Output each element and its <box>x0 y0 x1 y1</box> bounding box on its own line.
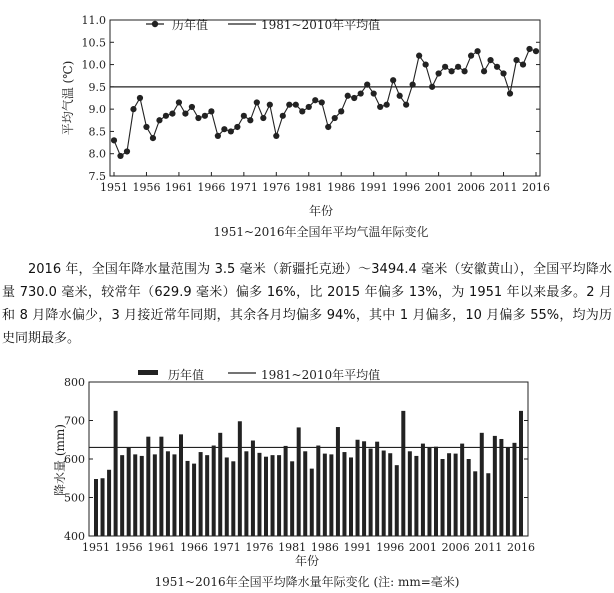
precipitation-bar <box>153 454 157 536</box>
precipitation-bar <box>133 454 137 536</box>
temperature-data-point <box>260 115 266 121</box>
precipitation-bar <box>356 440 360 536</box>
precipitation-bar <box>460 444 464 536</box>
x-tick-label: 2011 <box>489 181 518 194</box>
temperature-data-point <box>358 90 364 96</box>
precipitation-bar <box>388 453 392 536</box>
x-tick-label: 1966 <box>197 181 226 194</box>
precipitation-bar <box>499 439 503 536</box>
x-tick-label: 1971 <box>212 541 241 554</box>
precipitation-bar <box>421 444 425 536</box>
temperature-data-point <box>325 124 331 130</box>
precipitation-bar <box>323 454 327 536</box>
temperature-data-point <box>351 95 357 101</box>
precipitation-bar <box>329 454 333 536</box>
temperature-plot-area <box>110 20 540 176</box>
temperature-data-point <box>345 93 351 99</box>
temperature-data-point <box>526 46 532 52</box>
x-tick-label: 1966 <box>180 541 209 554</box>
x-tick-label: 1956 <box>132 181 161 194</box>
precipitation-bar <box>473 471 477 536</box>
temperature-data-point <box>306 104 312 110</box>
temp-x-axis-label: 年份 <box>308 204 334 218</box>
precipitation-bar <box>101 478 105 536</box>
precipitation-bar <box>349 457 353 536</box>
x-tick-label: 1971 <box>229 181 258 194</box>
temperature-data-point <box>286 102 292 108</box>
precipitation-bar <box>297 427 301 536</box>
precipitation-bar <box>467 459 471 536</box>
temperature-data-point <box>176 99 182 105</box>
temperature-data-point <box>461 68 467 74</box>
rain-chart-title: 1951~2016年全国平均降水量年际变化 (注: mm=毫米) <box>154 575 460 589</box>
precipitation-bar <box>382 451 386 536</box>
precipitation-bar <box>310 469 314 536</box>
temperature-data-point <box>403 102 409 108</box>
temperature-data-point <box>241 113 247 119</box>
temp-legend-series-label: 历年值 <box>172 18 209 32</box>
precipitation-bar <box>257 453 261 536</box>
precipitation-bar <box>264 457 268 536</box>
x-tick-label: 1961 <box>164 181 193 194</box>
temperature-data-point <box>130 106 136 112</box>
precipitation-bar <box>212 446 216 536</box>
precipitation-bar <box>231 461 235 536</box>
precipitation-bar <box>434 447 438 536</box>
precipitation-bar <box>172 454 176 536</box>
temperature-data-point <box>254 99 260 105</box>
x-tick-label: 1981 <box>294 181 323 194</box>
precipitation-bar <box>512 443 516 536</box>
precipitation-bar <box>120 455 124 536</box>
temperature-data-point <box>208 108 214 114</box>
temp-y-axis-label: 平均气温 (℃) <box>61 60 75 136</box>
precipitation-bar <box>290 461 294 536</box>
y-tick-label: 10.5 <box>81 36 106 50</box>
temperature-data-point <box>474 48 480 54</box>
temperature-data-point <box>247 117 253 123</box>
plot-frame <box>110 20 540 176</box>
precipitation-bar <box>519 411 523 536</box>
temperature-data-point <box>468 53 474 59</box>
temperature-data-point <box>221 126 227 132</box>
temperature-data-point <box>520 61 526 67</box>
precipitation-bar <box>441 459 445 536</box>
temperature-data-point <box>455 64 461 70</box>
precipitation-bar <box>205 455 209 536</box>
temperature-data-point <box>202 113 208 119</box>
precipitation-bar <box>303 451 307 536</box>
x-tick-label: 1996 <box>376 541 405 554</box>
precipitation-bar <box>506 447 510 536</box>
temperature-data-point <box>111 137 117 143</box>
precipitation-bar <box>414 456 418 536</box>
precipitation-bar <box>486 473 490 536</box>
precipitation-bar <box>179 434 183 536</box>
precipitation-bar <box>107 470 111 536</box>
temperature-data-point <box>487 57 493 63</box>
precipitation-bar <box>186 461 190 536</box>
temperature-data-point <box>319 99 325 105</box>
y-tick-label: 10.0 <box>81 58 106 72</box>
temperature-data-point <box>124 148 130 154</box>
precipitation-bar <box>277 455 281 536</box>
precipitation-bar <box>159 437 163 536</box>
y-tick-label: 800 <box>64 376 85 389</box>
precipitation-bar <box>271 455 275 536</box>
precipitation-bar <box>218 433 222 536</box>
temperature-data-point <box>481 68 487 74</box>
temperature-data-point <box>137 95 143 101</box>
precipitation-bar <box>114 411 118 536</box>
temperature-data-point <box>449 68 455 74</box>
temperature-data-point <box>163 113 169 119</box>
precipitation-bar <box>284 446 288 536</box>
temperature-data-point <box>507 90 513 96</box>
precipitation-bar <box>192 464 196 536</box>
precipitation-bar <box>454 454 458 536</box>
x-tick-label: 1951 <box>82 541 110 554</box>
y-tick-label: 500 <box>64 491 85 505</box>
precipitation-bar <box>244 451 248 536</box>
precipitation-chart <box>0 362 614 593</box>
y-tick-label: 9.0 <box>88 103 106 117</box>
precipitation-bar <box>166 451 170 536</box>
x-tick-label: 1996 <box>392 181 421 194</box>
x-tick-label: 2006 <box>457 181 486 194</box>
precipitation-bar <box>199 452 203 536</box>
temperature-data-point <box>293 102 299 108</box>
rain-legend-reference-label: 1981~2010年平均值 <box>261 368 381 382</box>
precipitation-bar <box>140 456 144 536</box>
body-paragraph: 2016 年，全国年降水量范围为 3.5 毫米（新疆托克逊）～3494.4 毫米（安徽黄山），全国平均降水量 730.0 毫米，较常年（629.9 毫米）偏多 16%，比 2015 年偏多 13%，为 1951 年以来最多。2 月和 8 月降水偏少，3 月接近常年同期，其余各月均偏多 94%，其中 1 月偏多，10 月偏多 55%，均为历史同期最多。 <box>2 262 612 346</box>
temperature-data-point <box>169 111 175 117</box>
y-tick-label: 11.0 <box>81 14 106 27</box>
temperature-data-point <box>513 57 519 63</box>
y-tick-label: 400 <box>64 530 85 543</box>
precipitation-bar <box>316 446 320 536</box>
precipitation-bar <box>127 447 131 536</box>
temperature-chart <box>0 0 614 250</box>
precipitation-bar <box>401 411 405 536</box>
temperature-data-point <box>332 115 338 121</box>
temperature-data-point <box>280 113 286 119</box>
temperature-data-point <box>195 115 201 121</box>
temperature-data-point <box>299 108 305 114</box>
temperature-data-point <box>228 128 234 134</box>
y-tick-label: 8.5 <box>88 125 106 139</box>
temperature-data-point <box>384 102 390 108</box>
x-tick-label: 2011 <box>474 541 503 554</box>
x-tick-label: 1986 <box>327 181 356 194</box>
temperature-data-point <box>423 61 429 67</box>
temperature-data-point <box>494 64 500 70</box>
y-tick-label: 600 <box>64 453 85 466</box>
precipitation-bar <box>480 433 484 536</box>
precipitation-bar <box>395 465 399 536</box>
x-tick-label: 1956 <box>114 541 143 554</box>
x-tick-label: 1991 <box>343 541 372 554</box>
precipitation-bar <box>375 442 379 536</box>
x-tick-label: 1986 <box>310 541 339 554</box>
temperature-data-point <box>500 70 506 76</box>
temperature-data-point <box>377 104 383 110</box>
x-tick-label: 2006 <box>441 541 470 554</box>
precipitation-bar <box>251 441 255 536</box>
y-tick-label: 7.5 <box>88 170 106 183</box>
x-tick-label: 1991 <box>359 181 388 194</box>
temperature-data-point <box>117 153 123 159</box>
y-tick-label: 9.5 <box>88 80 106 94</box>
x-tick-label: 2016 <box>522 181 550 194</box>
temperature-data-point <box>215 133 221 139</box>
y-tick-label: 8.0 <box>88 147 106 161</box>
temperature-data-point <box>143 124 149 130</box>
rain-legend-series-label: 历年值 <box>168 368 205 382</box>
temperature-data-point <box>156 117 162 123</box>
precipitation-plot-area <box>89 382 528 536</box>
x-tick-label: 2001 <box>408 541 437 554</box>
precipitation-bar <box>369 449 373 536</box>
x-tick-label: 1976 <box>245 541 274 554</box>
temperature-data-point <box>390 77 396 83</box>
rain-x-axis-label: 年份 <box>294 554 320 568</box>
temperature-y-ticks <box>82 14 541 183</box>
temperature-data-point <box>182 111 188 117</box>
precipitation-legend <box>138 367 380 382</box>
precipitation-bar <box>94 479 98 536</box>
x-tick-label: 1951 <box>100 181 128 194</box>
x-tick-label: 2016 <box>507 541 535 554</box>
temperature-data-point <box>416 53 422 59</box>
x-tick-label: 1961 <box>147 541 176 554</box>
temperature-x-ticks <box>100 172 550 194</box>
temperature-data-point <box>371 90 377 96</box>
precipitation-bar <box>493 436 497 536</box>
temperature-data-point <box>397 93 403 99</box>
precipitation-bar <box>225 457 229 536</box>
precipitation-bar <box>146 437 150 536</box>
temperature-data-point <box>338 108 344 114</box>
temperature-data-point <box>436 70 442 76</box>
temperature-data-point <box>312 97 318 103</box>
precipitation-bar <box>336 427 340 536</box>
legend-bar-icon <box>138 370 158 375</box>
temp-legend-reference-label: 1981~2010年平均值 <box>261 18 381 32</box>
temperature-data-point <box>273 133 279 139</box>
x-tick-label: 1976 <box>262 181 291 194</box>
temp-chart-title: 1951~2016年全国年平均气温年际变化 <box>213 225 429 239</box>
precipitation-bar <box>447 453 451 536</box>
temperature-data-point <box>442 64 448 70</box>
precipitation-bar <box>362 441 366 536</box>
precipitation-bar <box>342 452 346 536</box>
temperature-legend <box>146 17 380 32</box>
temperature-data-point <box>189 104 195 110</box>
x-tick-label: 2001 <box>424 181 453 194</box>
precipitation-bar <box>427 447 431 536</box>
temperature-data-point <box>267 102 273 108</box>
precipitation-bar <box>408 451 412 536</box>
temperature-data-point <box>234 124 240 130</box>
x-tick-label: 1981 <box>278 541 307 554</box>
precipitation-bar <box>238 421 242 536</box>
temperature-data-point <box>150 135 156 141</box>
y-tick-label: 700 <box>64 414 85 428</box>
rain-y-axis-label: 降水量 (mm) <box>53 424 67 496</box>
temperature-data-point <box>533 48 539 54</box>
